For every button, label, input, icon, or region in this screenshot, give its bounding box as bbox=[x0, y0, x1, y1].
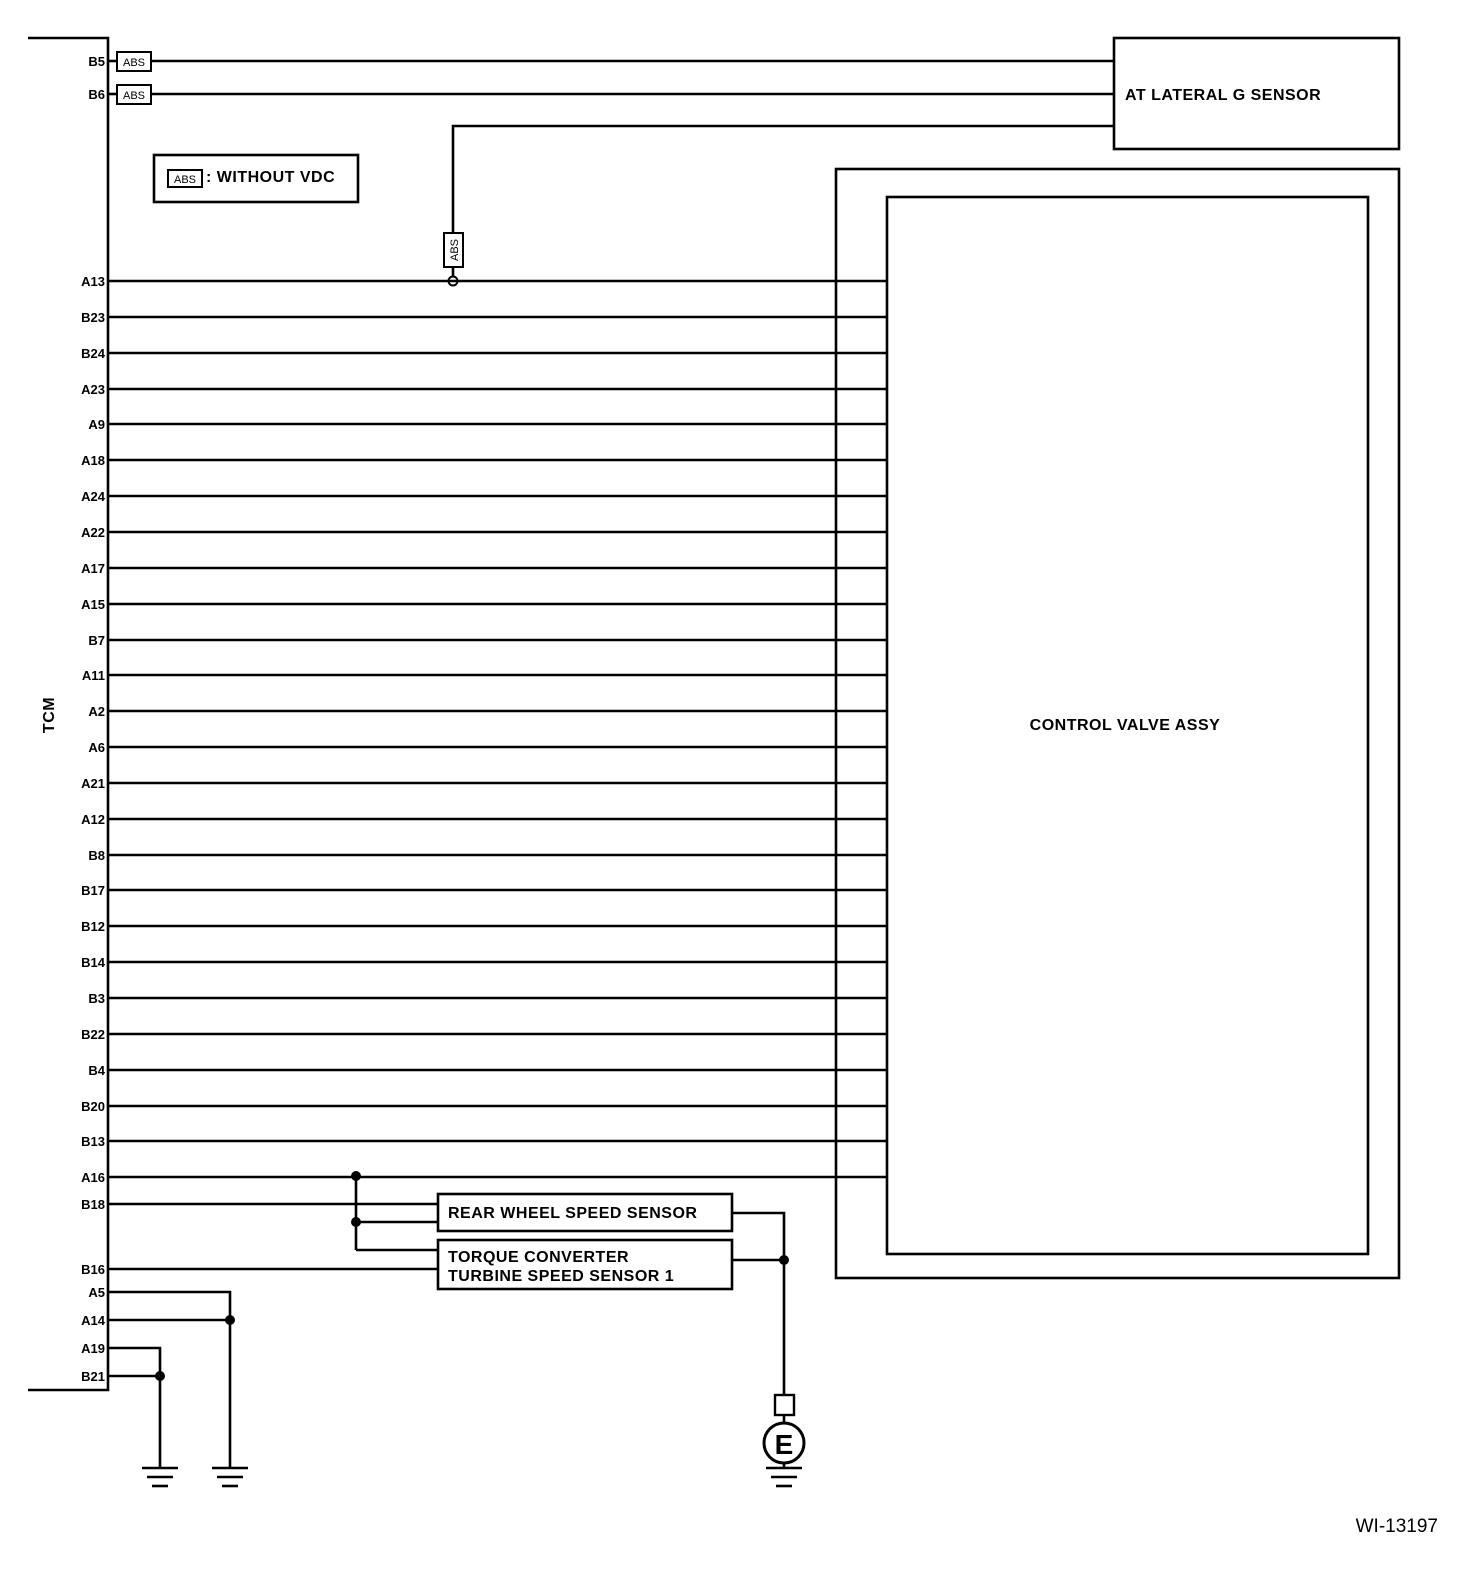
ground-icon bbox=[212, 1468, 248, 1486]
abs-tag-b6-text: ABS bbox=[122, 90, 146, 102]
ground-icon bbox=[142, 1468, 178, 1486]
pin-label-b14: B14 bbox=[81, 955, 105, 970]
legend-text: : WITHOUT VDC bbox=[206, 169, 336, 186]
pin-label-a9: A9 bbox=[88, 417, 105, 432]
pin-label-a17: A17 bbox=[81, 561, 105, 576]
pin-label-a24: A24 bbox=[81, 489, 105, 504]
pin-label-b5: B5 bbox=[88, 54, 105, 69]
pin-label-a15: A15 bbox=[81, 597, 105, 612]
control-valve-wires bbox=[81, 274, 887, 1185]
pin-label-b24: B24 bbox=[81, 346, 105, 361]
pin-label-a11: A11 bbox=[81, 668, 105, 683]
abs-tag-b5-text: ABS bbox=[122, 57, 146, 69]
pin-label-b12: B12 bbox=[81, 919, 105, 934]
control-valve-assy bbox=[81, 169, 1399, 1278]
wire-a13-branch bbox=[453, 126, 1114, 233]
pin-label-b18: B18 bbox=[81, 1197, 105, 1212]
lateral-g-sensor bbox=[88, 38, 1399, 286]
wire-a19 bbox=[108, 1348, 160, 1468]
pin-label-b4: B4 bbox=[88, 1063, 105, 1078]
pin-label-b13: B13 bbox=[81, 1134, 105, 1149]
pin-label-a5: A5 bbox=[88, 1285, 105, 1300]
pin-label-a12: A12 bbox=[81, 812, 105, 827]
pin-label-b3: B3 bbox=[88, 991, 105, 1006]
legend bbox=[154, 155, 358, 202]
engine-ground-connector bbox=[775, 1395, 794, 1415]
tcm-label: TCM bbox=[41, 696, 58, 734]
pin-label-a2: A2 bbox=[88, 704, 105, 719]
turbine-speed-sensor-label-1: TORQUE CONVERTER bbox=[448, 1249, 630, 1266]
abs-tag-branch-text: ABS bbox=[449, 238, 461, 262]
engine-ground-label: E bbox=[774, 1429, 794, 1460]
pin-label-b21: B21 bbox=[81, 1369, 105, 1384]
pin-label-b8: B8 bbox=[88, 848, 105, 863]
pin-label-a13: A13 bbox=[81, 274, 105, 289]
legend-abs-text: ABS bbox=[173, 174, 197, 186]
pin-label-b7: B7 bbox=[88, 633, 105, 648]
speed-sensors bbox=[81, 1171, 804, 1486]
junction-a16 bbox=[351, 1171, 361, 1181]
pin-label-a16: A16 bbox=[81, 1170, 105, 1185]
rear-wheel-speed-sensor-label: REAR WHEEL SPEED SENSOR bbox=[448, 1205, 698, 1222]
pin-label-a14: A14 bbox=[81, 1313, 105, 1328]
pin-label-b23: B23 bbox=[81, 310, 105, 325]
pin-label-b17: B17 bbox=[81, 883, 105, 898]
tcm-grounds bbox=[81, 1285, 248, 1486]
pin-label-b20: B20 bbox=[81, 1099, 105, 1114]
pin-label-b6: B6 bbox=[88, 87, 105, 102]
junction-shield bbox=[779, 1255, 789, 1265]
pin-label-a23: A23 bbox=[81, 382, 105, 397]
wire-a5 bbox=[108, 1292, 230, 1468]
pin-label-a6: A6 bbox=[88, 740, 105, 755]
figure-reference: WI-13197 bbox=[1355, 1516, 1438, 1537]
pin-label-a22: A22 bbox=[81, 525, 105, 540]
pin-label-b16: B16 bbox=[81, 1262, 105, 1277]
lateral-g-sensor-label: AT LATERAL G SENSOR bbox=[1125, 87, 1322, 104]
turbine-speed-sensor-label-2: TURBINE SPEED SENSOR 1 bbox=[448, 1268, 675, 1285]
pin-label-a21: A21 bbox=[81, 776, 105, 791]
pin-label-a19: A19 bbox=[81, 1341, 105, 1356]
pin-label-a18: A18 bbox=[81, 453, 105, 468]
pin-label-b22: B22 bbox=[81, 1027, 105, 1042]
control-valve-label: CONTROL VALVE ASSY bbox=[1029, 717, 1221, 734]
wire-shield-ground bbox=[732, 1213, 784, 1395]
